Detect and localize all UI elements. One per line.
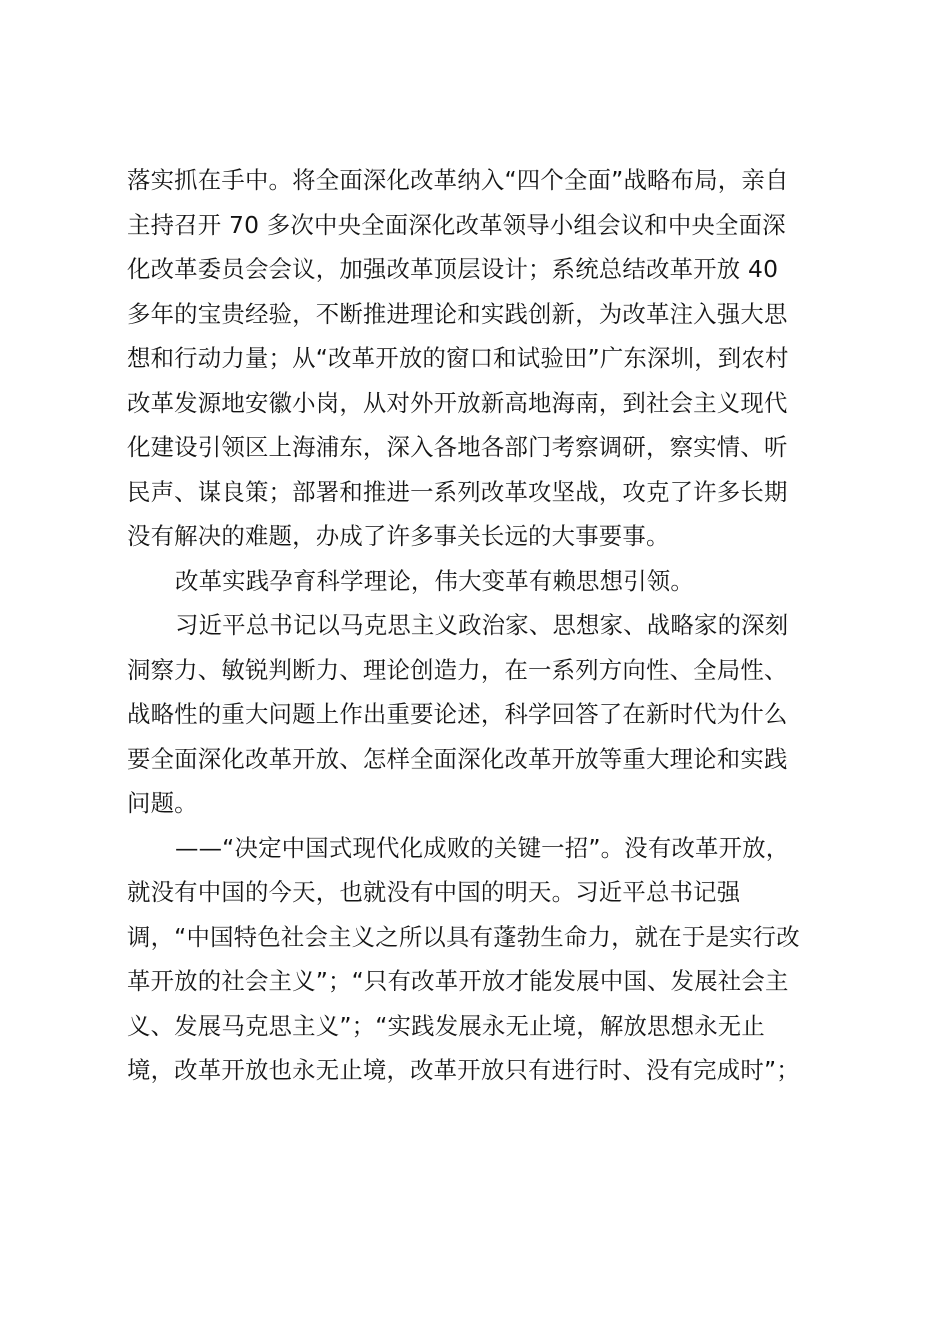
body-text [127,158,842,1093]
text-line: 要全面深化改革开放、怎样全面深化改革开放等重大理论和实践 [127,744,788,773]
text-line: 革开放的社会主义”；“只有改革开放才能发展中国、发展社会主 [127,967,789,995]
text-line: 多年的宝贵经验，不断推进理论和实践创新，为改革注入强大思 [127,299,788,328]
text-line: 落实抓在手中。将全面深化改革纳入“四个全面”战略布局，亲自 [127,166,789,194]
text-line: 境，改革开放也永无止境，改革开放只有进行时、没有完成时”； [127,1056,800,1084]
paragraph-start-line: 改革实践孕育科学理论，伟大变革有赖思想引领。 [175,566,694,595]
text-line: 想和行动力量；从“改革开放的窗口和试验田”广东深圳，到农村 [127,344,789,372]
text-line: 问题。 [127,789,198,817]
text-line: 改革发源地安徽小岗，从对外开放新高地海南，到社会主义现代 [127,388,788,417]
text-line: 主持召开 70 多次中央全面深化改革领导小组会议和中央全面深 [127,210,786,239]
text-line: 民声、谋良策；部署和推进一系列改革攻坚战，攻克了许多长期 [127,477,788,506]
text-line: 化建设引领区上海浦东，深入各地各部门考察调研，察实情、听 [127,433,788,461]
text-line: 没有解决的难题，办成了许多事关长远的大事要事。 [127,522,670,550]
paragraph-start-line: ——“决定中国式现代化成败的关键一招”。没有改革开放， [175,833,790,862]
text-line: 义、发展马克思主义”；“实践发展永无止境，解放思想永无止 [127,1011,765,1040]
paragraph-start-line: 习近平总书记以马克思主义政治家、思想家、战略家的深刻 [175,611,789,639]
text-line: 战略性的重大问题上作出重要论述，科学回答了在新时代为什么 [127,700,788,728]
text-line: 调，“中国特色社会主义之所以具有蓬勃生命力，就在于是实行改 [127,922,800,951]
text-line: 洞察力、敏锐判断力、理论创造力，在一系列方向性、全局性、 [127,655,788,684]
text-line: 就没有中国的今天，也就没有中国的明天。习近平总书记强 [127,878,741,906]
text-line: 化改革委员会会议，加强改革顶层设计；系统总结改革开放 40 [127,255,779,283]
